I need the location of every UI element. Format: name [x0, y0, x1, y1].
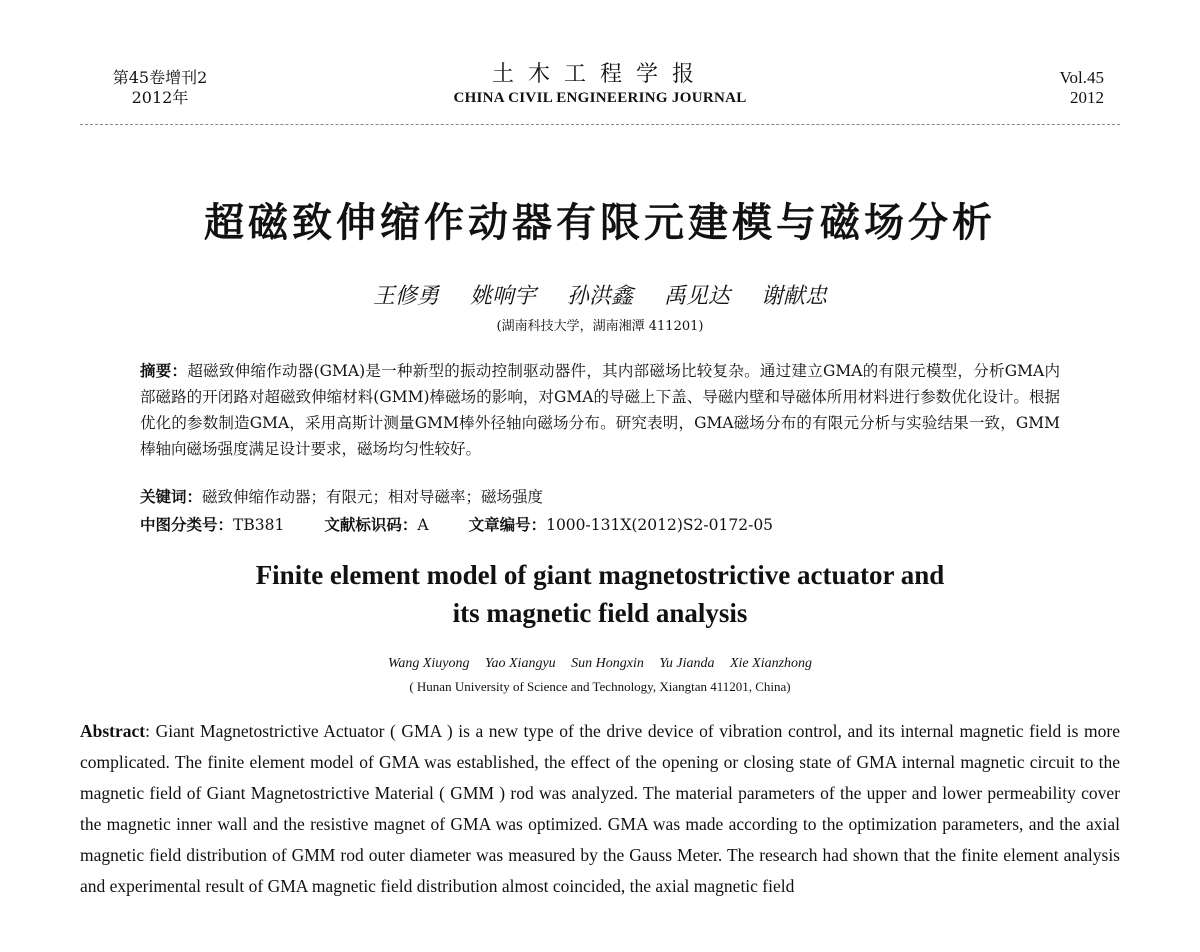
affiliation-cn: (湖南科技大学，湖南湘潭 411201) [496, 319, 704, 334]
classification-line [140, 512, 773, 538]
author-cn: 谢献忠 [761, 284, 828, 309]
author-list-cn [0, 282, 1200, 312]
clc-label: 中图分类号： [140, 516, 234, 534]
abstract-cn-label: 摘要： [140, 362, 188, 380]
abstract-en-separator: : [145, 721, 156, 741]
paper-title-cn: 超磁致伸缩作动器有限元建模与磁场分析 [204, 200, 996, 246]
clc-value: TB381 [233, 516, 285, 534]
abstract-en-text: Giant Magnetostrictive Actuator ( GMA ) is a new type of the drive device of vibration control, and its internal magnetic field is more complicated. The finite element model of GMA was established, the effect of the opening or closing state of GMA internal magnetic circuit to the magnetic field of Giant Magnetostrictive Material ( GMM ) rod was analyzed. The material parameters of the upper and lower permeability cover the magnetic inner wall and the resistive magnet of GMA was optimized. GMA was made according to the optimization parameters, and the axial magnetic field distribution of GMM rod outer diameter was measured by the Gauss Meter. The research had shown that the finite element analysis and experimental result of GMA magnetic field distribution almost coincided, the axial magnetic field [80, 721, 1120, 896]
paper-title-en [0, 556, 1200, 632]
paper-title-en-line1: Finite element model of giant magnetostrictive actuator and [255, 560, 945, 590]
author-en: Xie Xianzhong [729, 656, 813, 671]
abstract-en [80, 716, 1120, 902]
header-right [1059, 68, 1104, 108]
journal-title [380, 62, 820, 107]
author-en: Wang Xiuyong [387, 656, 470, 671]
article-no-value: 1000-131X(2012)S2-0172-05 [546, 516, 774, 534]
keywords-cn-text: 磁致伸缩作动器；有限元；相对导磁率；磁场强度 [202, 488, 544, 506]
doc-code-value: A [417, 516, 429, 534]
affiliation-en: ( Hunan University of Science and Technology, Xiangtan 411201, China) [409, 679, 791, 694]
author-list-en [0, 654, 1200, 674]
keywords-cn-label: 关键词： [140, 488, 203, 506]
author-en: Yu Jianda [659, 656, 715, 671]
abstract-cn [140, 358, 1060, 462]
author-cn: 王修勇 [372, 284, 439, 309]
volume-issue-cn: 第45卷增刊2 [112, 68, 208, 87]
author-en: Yao Xiangyu [485, 656, 556, 671]
abstract-cn-text: 超磁致伸缩作动器(GMA)是一种新型的振动控制驱动器件，其内部磁场比较复杂。通过建立GMA的有限元模型，分析GMA内部磁路的开闭路对超磁致伸缩材料(GMM)棒磁场的影响，对GMA的导磁上下盖、导磁内壁和导磁体所用材料进行参数优化设计。根据优化的参数制造GMA，采用高斯计测量GMM棒外径轴向磁场分布。研究表明，GMA磁场分布的有限元分析与实验结果一致，GMM棒轴向磁场强度满足设计要求，磁场均匀性较好。 [140, 362, 1060, 458]
abstract-en-label: Abstract [80, 721, 146, 741]
doc-code-label: 文献标识码： [324, 516, 418, 534]
author-en: Sun Hongxin [571, 656, 644, 671]
keywords-cn [140, 484, 543, 510]
article-no-label: 文章编号： [468, 516, 547, 534]
journal-title-en: CHINA CIVIL ENGINEERING JOURNAL [453, 90, 747, 106]
journal-title-cn: 土木工程学报 [491, 62, 708, 87]
header-rule [80, 124, 1120, 125]
paper-title-en-line2: its magnetic field analysis [452, 598, 748, 628]
header-left [96, 68, 224, 108]
author-cn: 孙洪鑫 [566, 284, 633, 309]
year-cn: 2012年 [131, 88, 189, 107]
author-cn: 禹见达 [664, 284, 731, 309]
volume-en: Vol.45 [1059, 68, 1104, 87]
author-cn: 姚响宇 [469, 284, 536, 309]
year-en: 2012 [1070, 88, 1104, 107]
